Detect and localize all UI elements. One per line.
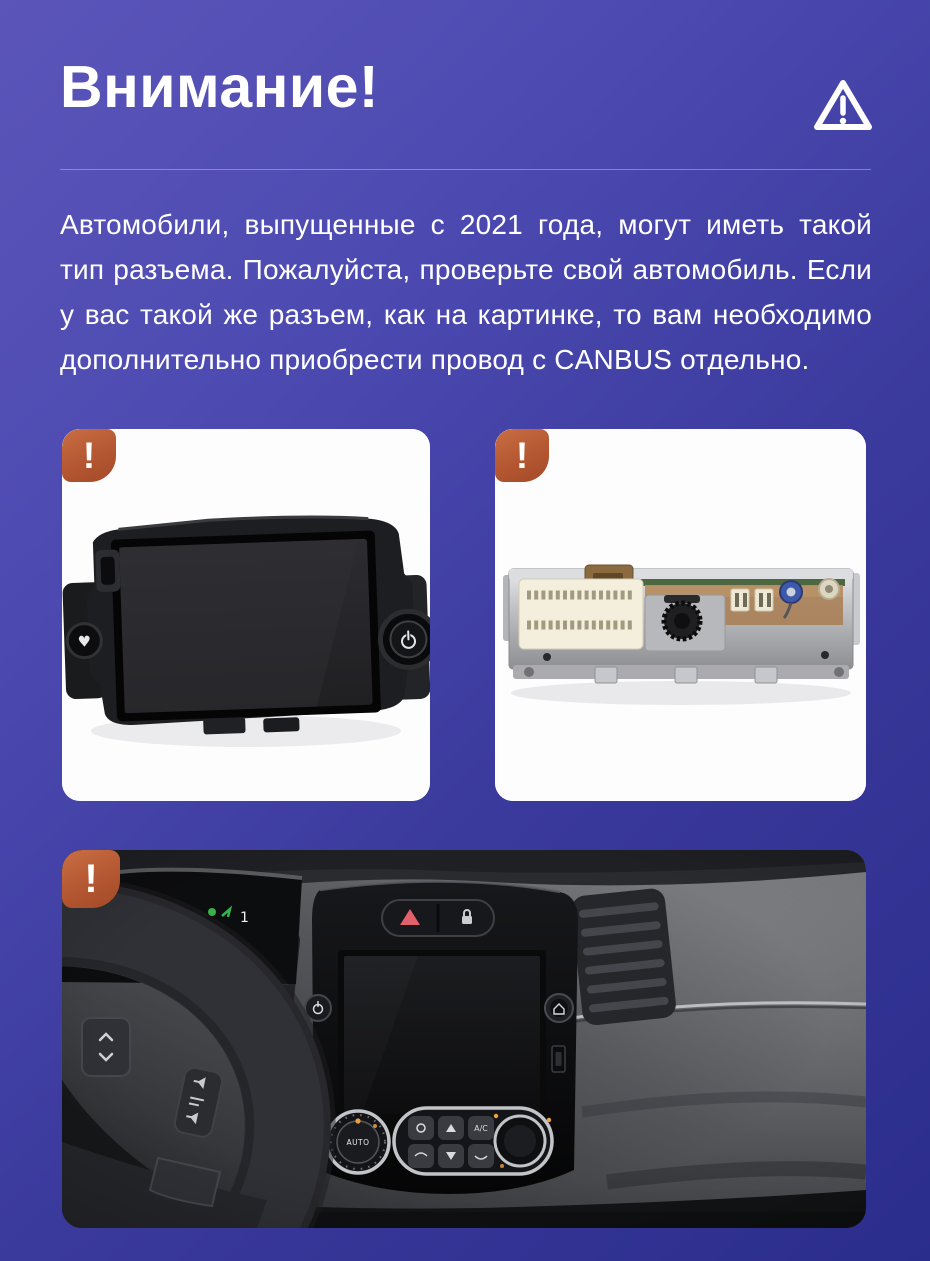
alert-badge-icon: ! [62, 850, 120, 908]
card-head-unit-front [62, 429, 430, 801]
screw [834, 667, 844, 677]
pcb-edge [637, 579, 845, 586]
page-title: Внимание! [60, 54, 380, 120]
dashboard-photo-card [62, 850, 866, 1228]
warning-body-text: Автомобили, выпущенные с 2021 года, могут иметь такой тип разъема. Пожалуйста, проверьте свой автомобиль. Если у вас такой же разъем, как на картинке, то вам необходимо дополнительно приобрести провод с CANBUS отдельно. [60, 209, 872, 375]
main-pin-connector [519, 579, 643, 649]
head-unit-front-photo [62, 429, 430, 801]
alert-badge-icon: ! [495, 429, 549, 482]
card-head-unit-rear [495, 429, 866, 801]
head-unit-rear-photo [495, 429, 866, 801]
car-dashboard-photo [62, 850, 866, 1228]
divider-line [60, 169, 871, 170]
screw [524, 667, 534, 677]
alert-badge-icon: ! [62, 429, 116, 482]
heart-icon: ♥ [77, 632, 92, 651]
warning-triangle-icon [810, 74, 876, 138]
